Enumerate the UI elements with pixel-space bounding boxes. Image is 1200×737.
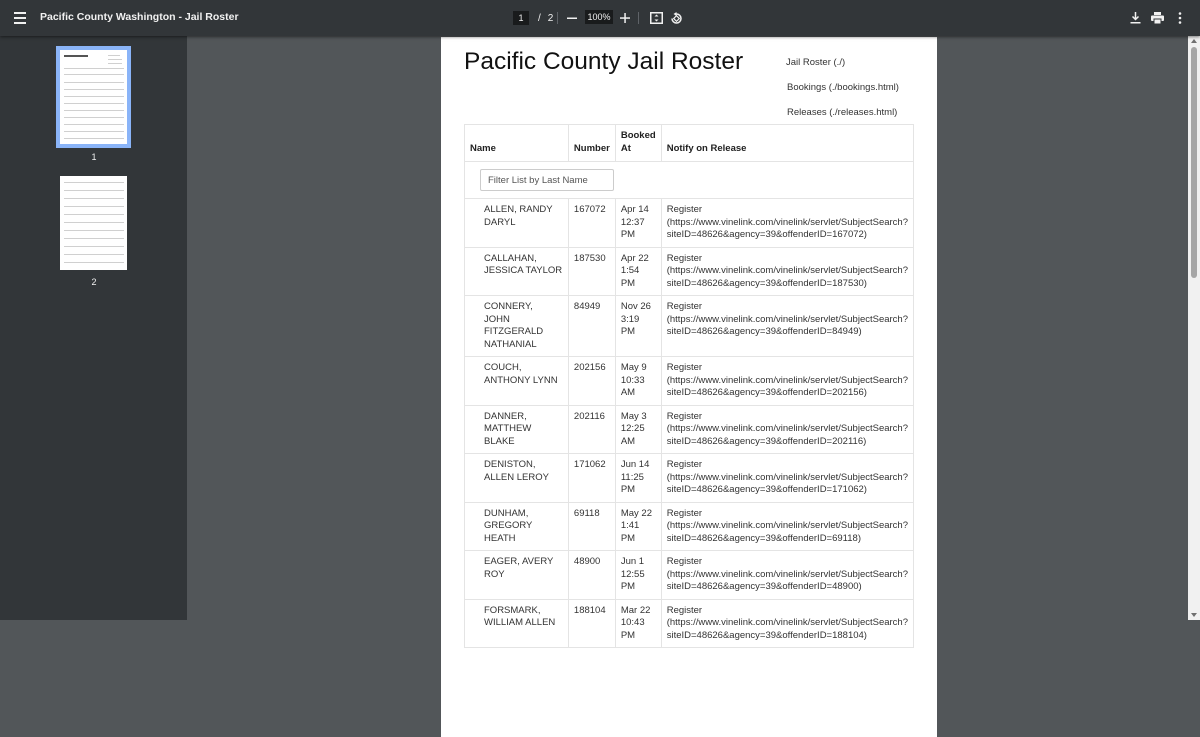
inmate-name: CONNERY, JOHN FITZGERALD NATHANIAL bbox=[465, 296, 569, 357]
document-viewer bbox=[187, 36, 1200, 641]
thumbnail-label: 2 bbox=[91, 277, 97, 287]
page-selector bbox=[513, 10, 553, 26]
scroll-down-arrow-icon[interactable] bbox=[1191, 613, 1197, 617]
pdf-page bbox=[441, 37, 937, 737]
toolbar-divider bbox=[638, 12, 639, 24]
notify-link[interactable]: Register (https://www.vinelink.com/vinelink/servlet/SubjectSearch? siteID=48626&agency=39&offenderID=48900) bbox=[661, 551, 913, 600]
table-row bbox=[465, 551, 914, 600]
inmate-number: 167072 bbox=[568, 199, 615, 248]
page-total: 2 bbox=[547, 12, 554, 24]
thumbnail-sidebar bbox=[0, 36, 187, 620]
header-name: Name bbox=[465, 125, 569, 162]
inmate-number: 84949 bbox=[568, 296, 615, 357]
inmate-number: 188104 bbox=[568, 599, 615, 648]
vertical-scrollbar[interactable] bbox=[1188, 36, 1200, 620]
inmate-name: DANNER, MATTHEW BLAKE bbox=[465, 405, 569, 454]
notify-link[interactable]: Register (https://www.vinelink.com/vinelink/servlet/SubjectSearch? siteID=48626&agency=39&offenderID=69118) bbox=[661, 502, 913, 551]
notify-link[interactable]: Register (https://www.vinelink.com/vinelink/servlet/SubjectSearch? siteID=48626&agency=39&offenderID=167072) bbox=[661, 199, 913, 248]
inmate-name: FORSMARK, WILLIAM ALLEN bbox=[465, 599, 569, 648]
scroll-up-arrow-icon[interactable] bbox=[1191, 39, 1197, 43]
thumbnail-label: 1 bbox=[91, 152, 97, 162]
notify-link[interactable]: Register (https://www.vinelink.com/vinelink/servlet/SubjectSearch? siteID=48626&agency=39&offenderID=202116) bbox=[661, 405, 913, 454]
booked-at: Mar 22 10:43 PM bbox=[615, 599, 661, 648]
toolbar-divider bbox=[557, 12, 558, 24]
table-row bbox=[465, 454, 914, 503]
inmate-name: DENISTON, ALLEN LEROY bbox=[465, 454, 569, 503]
booked-at: Jun 14 11:25 PM bbox=[615, 454, 661, 503]
table-row bbox=[465, 247, 914, 296]
notify-link[interactable]: Register (https://www.vinelink.com/vinelink/servlet/SubjectSearch? siteID=48626&agency=39&offenderID=84949) bbox=[661, 296, 913, 357]
plus-icon[interactable] bbox=[615, 8, 635, 28]
filter-row bbox=[465, 162, 914, 199]
table-row bbox=[465, 405, 914, 454]
booked-at: Nov 26 3:19 PM bbox=[615, 296, 661, 357]
header-notify: Notify on Release bbox=[661, 125, 913, 162]
inmate-name: COUCH, ANTHONY LYNN bbox=[465, 357, 569, 406]
notify-link[interactable]: Register (https://www.vinelink.com/vinelink/servlet/SubjectSearch? siteID=48626&agency=39&offenderID=188104) bbox=[661, 599, 913, 648]
table-row bbox=[465, 502, 914, 551]
nav-link-jail-roster[interactable]: Jail Roster (./) bbox=[786, 57, 846, 68]
inmate-number: 187530 bbox=[568, 247, 615, 296]
inmate-name: DUNHAM, GREGORY HEATH bbox=[465, 502, 569, 551]
inmate-number: 171062 bbox=[568, 454, 615, 503]
pdf-toolbar bbox=[0, 0, 1200, 36]
page-heading: Pacific County Jail Roster bbox=[464, 48, 744, 75]
inmate-name: ALLEN, RANDY DARYL bbox=[465, 199, 569, 248]
document-title: Pacific County Washington - Jail Roster bbox=[40, 11, 239, 23]
table-row bbox=[465, 357, 914, 406]
booked-at: Apr 22 1:54 PM bbox=[615, 247, 661, 296]
page-thumbnail-1[interactable] bbox=[60, 50, 127, 144]
inmate-number: 48900 bbox=[568, 551, 615, 600]
fit-page-icon[interactable] bbox=[646, 8, 666, 28]
header-number: Number bbox=[568, 125, 615, 162]
print-icon[interactable] bbox=[1147, 8, 1167, 28]
notify-link[interactable]: Register (https://www.vinelink.com/vinelink/servlet/SubjectSearch? siteID=48626&agency=39&offenderID=202156) bbox=[661, 357, 913, 406]
more-vert-icon[interactable] bbox=[1170, 8, 1190, 28]
booked-at: May 9 10:33 AM bbox=[615, 357, 661, 406]
booked-at: Jun 1 12:55 PM bbox=[615, 551, 661, 600]
header-booked-at: Booked At bbox=[615, 125, 661, 162]
booked-at: May 3 12:25 AM bbox=[615, 405, 661, 454]
zoom-level[interactable]: 100% bbox=[585, 10, 613, 24]
inmate-name: EAGER, AVERY ROY bbox=[465, 551, 569, 600]
page-separator: / bbox=[538, 12, 541, 24]
table-row bbox=[465, 199, 914, 248]
table-row bbox=[465, 599, 914, 648]
download-icon[interactable] bbox=[1125, 8, 1145, 28]
inmate-number: 69118 bbox=[568, 502, 615, 551]
menu-icon[interactable] bbox=[10, 6, 34, 30]
nav-link-bookings[interactable]: Bookings (./bookings.html) bbox=[787, 82, 899, 93]
booked-at: May 22 1:41 PM bbox=[615, 502, 661, 551]
table-row bbox=[465, 296, 914, 357]
scrollbar-thumb[interactable] bbox=[1191, 47, 1197, 278]
inmate-name: CALLAHAN, JESSICA TAYLOR bbox=[465, 247, 569, 296]
filter-last-name-input[interactable] bbox=[480, 169, 614, 191]
notify-link[interactable]: Register (https://www.vinelink.com/vinelink/servlet/SubjectSearch? siteID=48626&agency=39&offenderID=171062) bbox=[661, 454, 913, 503]
page-number-input[interactable] bbox=[513, 11, 529, 25]
minus-icon[interactable] bbox=[562, 8, 582, 28]
notify-link[interactable]: Register (https://www.vinelink.com/vinelink/servlet/SubjectSearch? siteID=48626&agency=39&offenderID=187530) bbox=[661, 247, 913, 296]
roster-table bbox=[464, 124, 914, 648]
inmate-number: 202156 bbox=[568, 357, 615, 406]
inmate-number: 202116 bbox=[568, 405, 615, 454]
booked-at: Apr 14 12:37 PM bbox=[615, 199, 661, 248]
page-thumbnail-2[interactable] bbox=[60, 176, 127, 270]
rotate-icon[interactable] bbox=[666, 8, 686, 28]
nav-link-releases[interactable]: Releases (./releases.html) bbox=[787, 107, 898, 118]
